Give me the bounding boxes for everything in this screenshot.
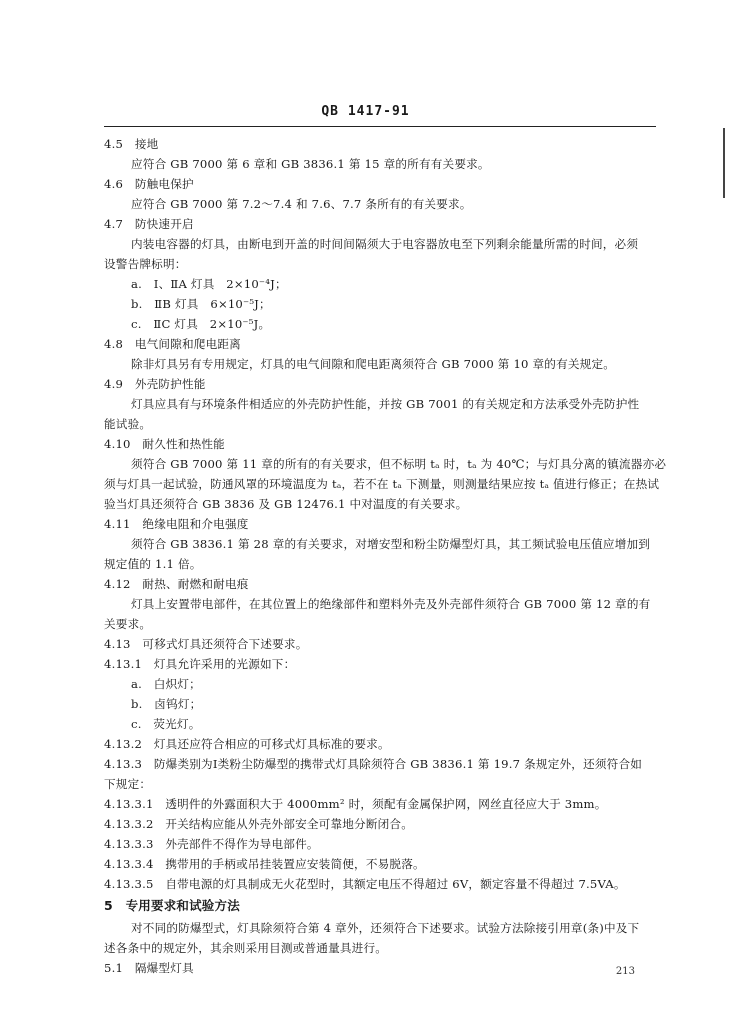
text-line: b. 卤钨灯； <box>131 697 202 711</box>
scan-edge-mark <box>723 128 725 198</box>
section-heading: 5 专用要求和试验方法 <box>104 898 240 913</box>
text-line: c. ⅡC 灯具 2×10⁻⁵J。 <box>131 317 271 331</box>
text-line: 对不同的防爆型式，灯具除须符合第 4 章外，还须符合下述要求。试验方法除接引用章(条)中及下 <box>131 921 640 935</box>
text-line: 5.1 隔爆型灯具 <box>104 961 194 975</box>
text-line: 须符合 GB 3836.1 第 28 章的有关要求，对增安型和粉尘防爆型灯具，其工频试验电压值应增加到 <box>131 537 651 551</box>
text-line: 能试验。 <box>104 417 152 431</box>
text-line: 4.13.3.4 携带用的手柄或吊挂装置应安装简便，不易脱落。 <box>104 857 425 871</box>
text-line: 灯具应具有与环境条件相适应的外壳防护性能，并按 GB 7001 的有关规定和方法承受外壳防护性 <box>131 397 640 411</box>
text-line: b. ⅡB 灯具 6×10⁻⁵J； <box>131 297 271 311</box>
text-line: 4.13.2 灯具还应符合相应的可移式灯具标准的要求。 <box>104 737 390 751</box>
text-line: 4.13.3.5 自带电源的灯具制成无火花型时，其额定电压不得超过 6V，额定容量不得超过 7.5VA。 <box>104 877 626 891</box>
text-line: 4.11 绝缘电阻和介电强度 <box>104 517 249 531</box>
text-line: 4.13.3.2 开关结构应能从外壳外部安全可靠地分断闭合。 <box>104 817 414 831</box>
header-rule <box>104 126 656 127</box>
text-line: 4.13.3.1 透明件的外露面积大于 4000mm² 时，须配有金属保护网，网丝直径应大于 3mm。 <box>104 797 607 811</box>
text-line: a. Ⅰ、ⅡA 灯具 2×10⁻⁴J； <box>131 277 287 291</box>
text-line: 4.9 外壳防护性能 <box>104 377 206 391</box>
text-line: 设警告牌标明： <box>104 257 187 271</box>
page-number: 213 <box>615 966 635 977</box>
text-line: 灯具上安置带电部件，在其位置上的绝缘部件和塑料外壳及外壳部件须符合 GB 7000 第 12 章的有 <box>131 597 651 611</box>
text-line: c. 荧光灯。 <box>131 717 201 731</box>
text-line: 4.13.3 防爆类别为Ⅰ类粉尘防爆型的携带式灯具除须符合 GB 3836.1 第 19.7 条规定外，还须符合如 <box>104 757 643 771</box>
text-line: 4.6 防触电保护 <box>104 177 194 191</box>
text-line: 应符合 GB 7000 第 6 章和 GB 3836.1 第 15 章的所有有关要求。 <box>131 157 490 171</box>
text-line: 4.13.1 灯具允许采用的光源如下： <box>104 657 296 671</box>
text-line: 4.10 耐久性和热性能 <box>104 437 225 451</box>
text-line: a. 白炽灯； <box>131 677 201 691</box>
text-line: 述各条中的规定外，其余则采用目测或普通量具进行。 <box>104 941 388 955</box>
text-line: 规定值的 1.1 倍。 <box>104 557 202 571</box>
text-line: 须符合 GB 7000 第 11 章的所有的有关要求，但不标明 tₐ 时，tₐ 为 40℃；与灯具分离的镇流器亦必 <box>131 457 667 471</box>
text-line: 验当灯具还须符合 GB 3836 及 GB 12476.1 中对温度的有关要求。 <box>104 497 468 511</box>
text-line: 4.13.3.3 外壳部件不得作为导电部件。 <box>104 837 319 851</box>
text-line: 4.13 可移式灯具还须符合下述要求。 <box>104 637 308 651</box>
text-line: 4.12 耐热、耐燃和耐电痕 <box>104 577 249 591</box>
text-line: 4.7 防快速开启 <box>104 217 194 231</box>
text-line: 须与灯具一起试验，防通风罩的环境温度为 tₐ，若不在 tₐ 下测量，则测量结果应按 tₐ 值进行修正；在热试 <box>104 477 660 491</box>
text-line: 内装电容器的灯具，由断电到开盖的时间间隔须大于电容器放电至下列剩余能量所需的时间，必须 <box>131 237 639 251</box>
text-line: 应符合 GB 7000 第 7.2～7.4 和 7.6、7.7 条所有的有关要求。 <box>131 197 472 211</box>
text-line: 4.5 接地 <box>104 137 159 151</box>
text-line: 4.8 电气间隙和爬电距离 <box>104 337 241 351</box>
text-line: 下规定： <box>104 777 152 791</box>
text-line: 关要求。 <box>104 617 152 631</box>
document-code-header: QB 1417-91 <box>321 104 410 119</box>
text-line: 除非灯具另有专用规定，灯具的电气间隙和爬电距离须符合 GB 7000 第 10 章的有关规定。 <box>131 357 616 371</box>
